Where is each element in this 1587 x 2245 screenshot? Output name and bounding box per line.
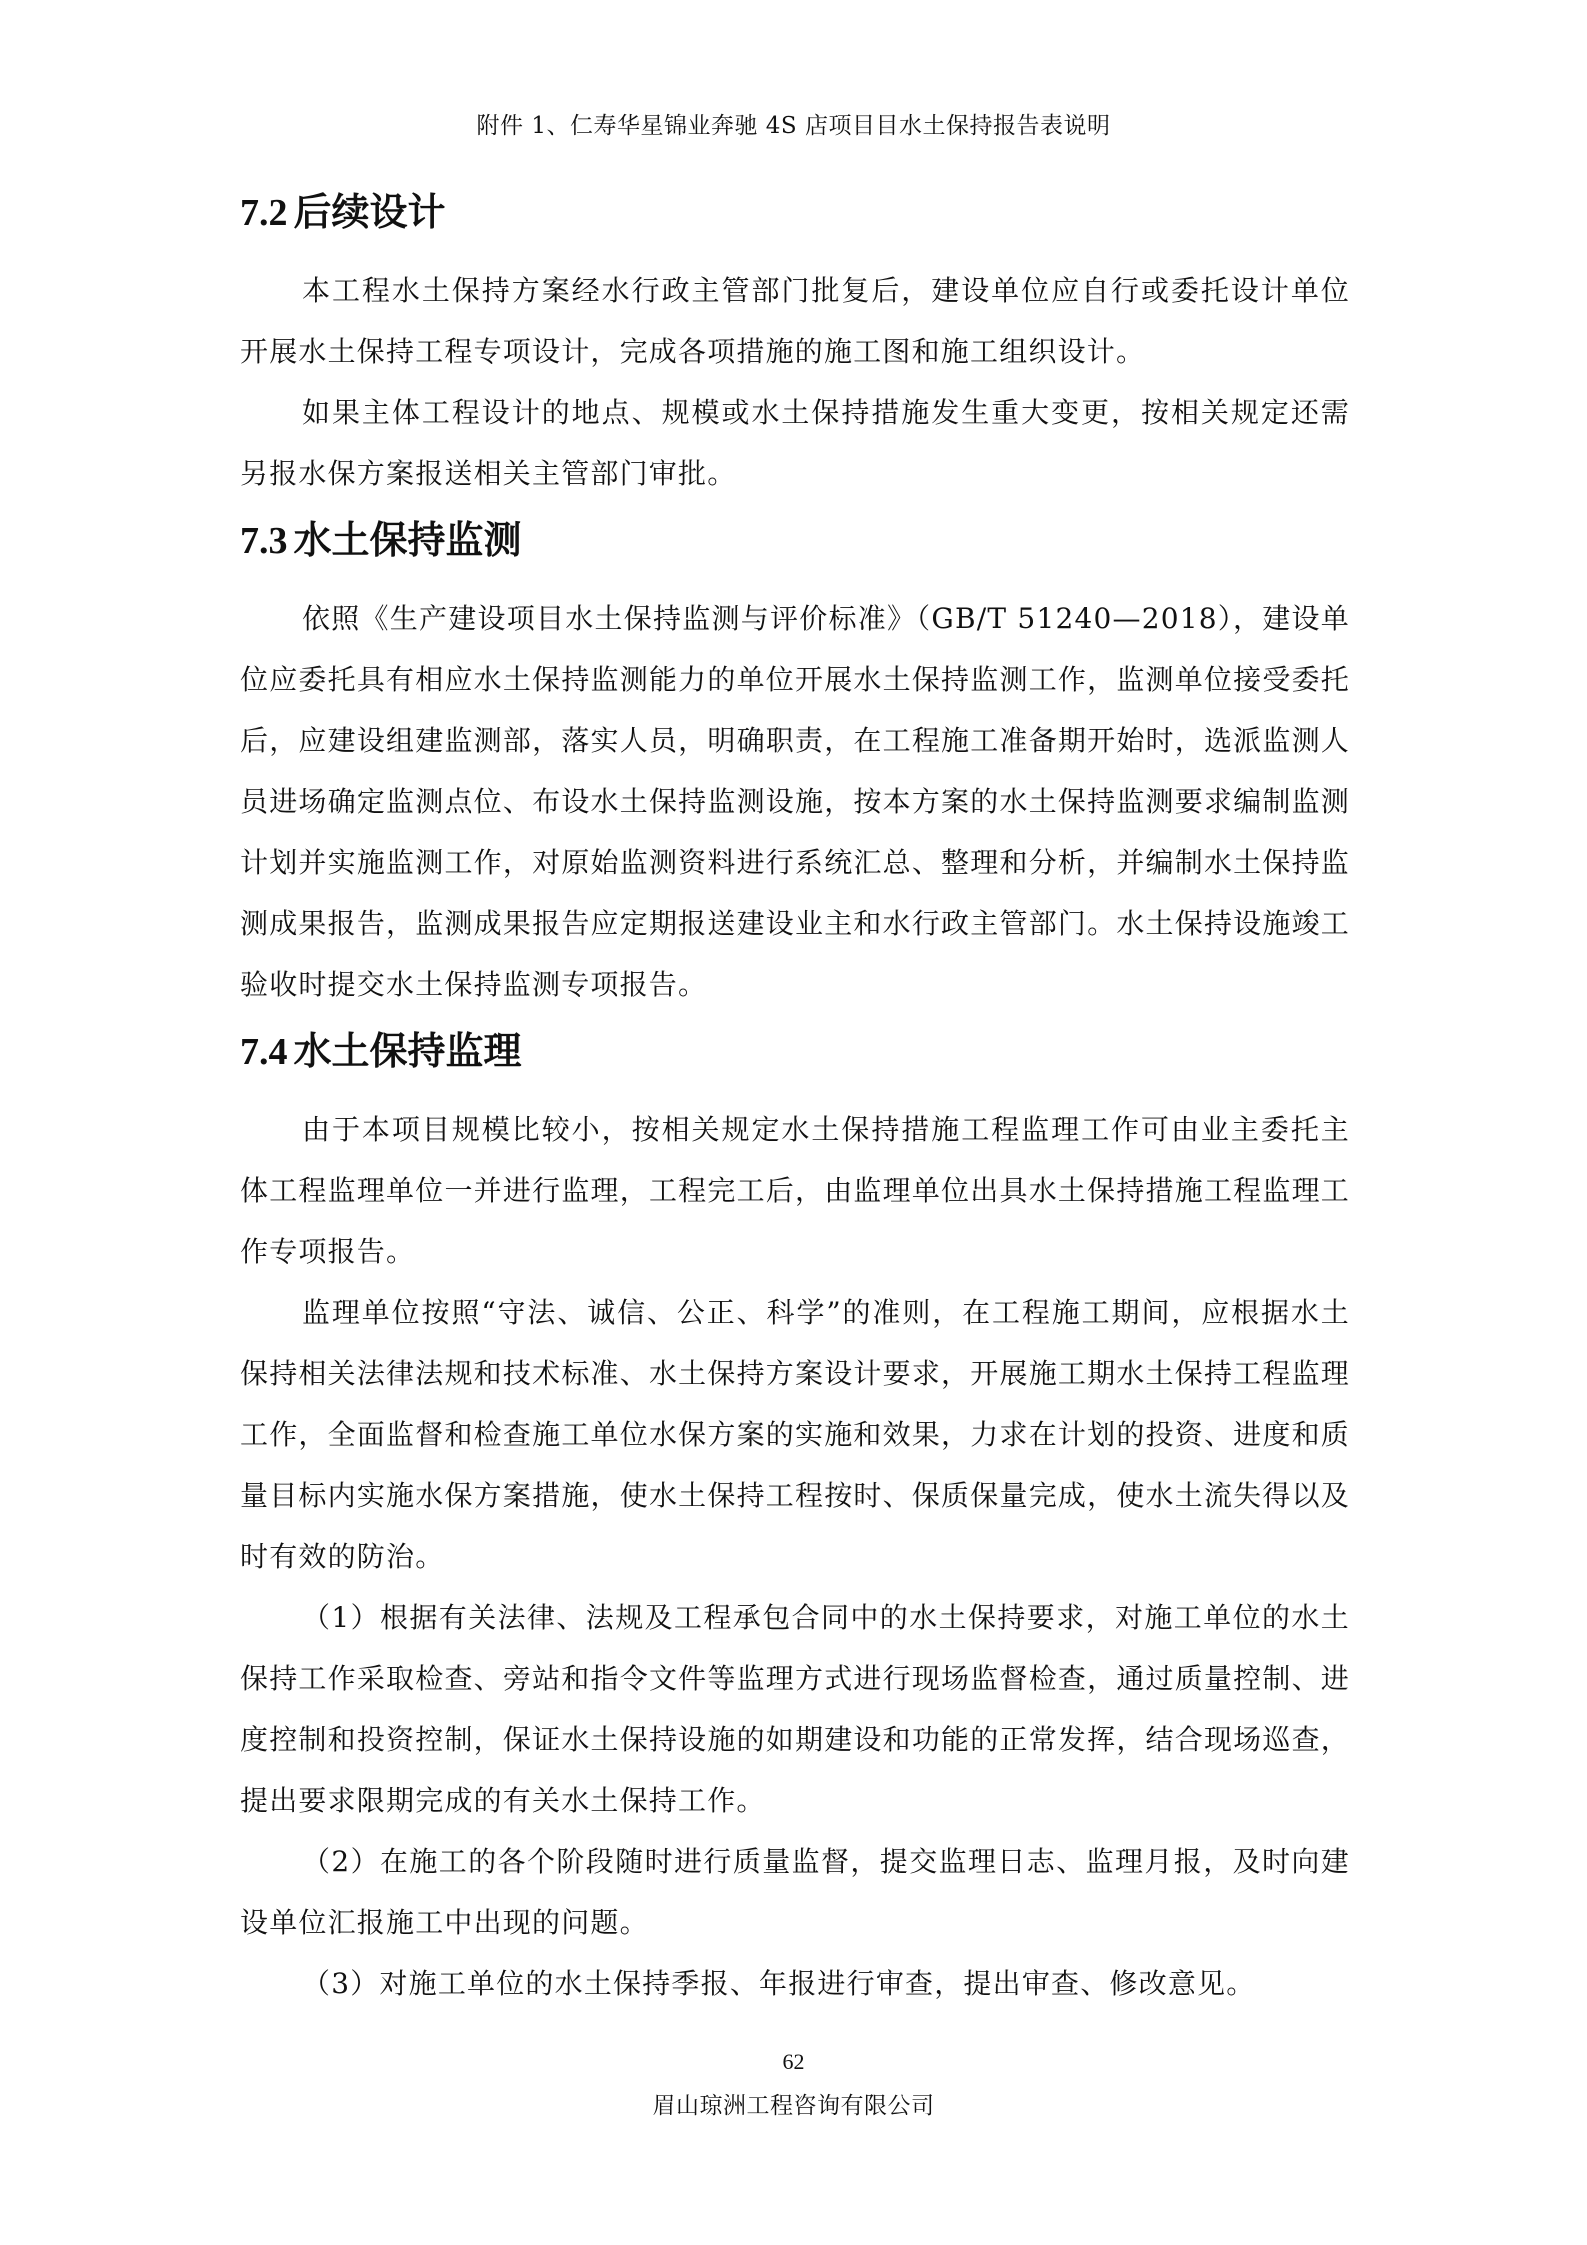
- list-item: （2）在施工的各个阶段随时进行质量监督，提交监理日志、监理月报，及时向建设单位汇报施工中出现的问题。: [240, 1845, 1350, 1939]
- paragraph: 由于本项目规模比较小，按相关规定水土保持措施工程监理工作可由业主委托主体工程监理单位一并进行监理，工程完工后，由监理单位出具水土保持措施工程监理工作专项报告。: [240, 1113, 1350, 1268]
- section-title: 水土保持监测: [293, 518, 522, 562]
- running-header: 附件 1、仁寿华星锦业奔驰 4S 店项目目水土保持报告表说明: [476, 113, 1111, 139]
- section-number: 7.2: [240, 192, 288, 234]
- paragraph: 本工程水土保持方案经水行政主管部门批复后，建设单位应自行或委托设计单位开展水土保持工程专项设计，完成各项措施的施工图和施工组织设计。: [240, 274, 1350, 368]
- section-number: 7.3: [240, 520, 288, 562]
- section-title: 后续设计: [293, 190, 446, 234]
- section-heading: [240, 1021, 1350, 1081]
- section-heading: [240, 510, 1350, 570]
- footer-company: 眉山琼洲工程咨询有限公司: [652, 2093, 935, 2119]
- list-item: （1）根据有关法律、法规及工程承包合同中的水土保持要求，对施工单位的水土保持工作采取检查、旁站和指令文件等监理方式进行现场监督检查，通过质量控制、进度控制和投资控制，保证水土保持设施的如期建设和功能的正常发挥，结合现场巡查，提出要求限期完成的有关水土保持工作。: [240, 1601, 1350, 1817]
- section-7-2: [240, 182, 1350, 504]
- list-item: （3）对施工单位的水土保持季报、年报进行审查，提出审查、修改意见。: [302, 1967, 1256, 2000]
- paragraph: 依照《生产建设项目水土保持监测与评价标准》（GB/T 51240—2018），建设单位应委托具有相应水土保持监测能力的单位开展水土保持监测工作，监测单位接受委托后，应建设组建监测部，落实人员，明确职责，在工程施工准备期开始时，选派监测人员进场确定监测点位、布设水土保持监测设施，按本方案的水土保持监测要求编制监测计划并实施监测工作，对原始监测资料进行系统汇总、整理和分析，并编制水土保持监测成果报告，监测成果报告应定期报送建设业主和水行政主管部门。水土保持设施竣工验收时提交水土保持监测专项报告。: [240, 602, 1350, 1001]
- page-number: 62: [782, 2049, 805, 2074]
- paragraph: 监理单位按照“守法、诚信、公正、科学”的准则，在工程施工期间，应根据水土保持相关法律法规和技术标准、水土保持方案设计要求，开展施工期水土保持工程监理工作，全面监督和检查施工单位水保方案的实施和效果，力求在计划的投资、进度和质量目标内实施水保方案措施，使水土保持工程按时、保质保量完成，使水土流失得以及时有效的防治。: [240, 1296, 1350, 1573]
- paragraph: 如果主体工程设计的地点、规模或水土保持措施发生重大变更，按相关规定还需另报水保方案报送相关主管部门审批。: [240, 396, 1350, 490]
- section-7-3: [240, 510, 1350, 1015]
- section-7-4: [240, 1021, 1350, 2014]
- page-content: [240, 182, 1350, 2014]
- section-number: 7.4: [240, 1031, 288, 1073]
- section-title: 水土保持监理: [293, 1029, 522, 1073]
- section-heading: [240, 182, 1350, 242]
